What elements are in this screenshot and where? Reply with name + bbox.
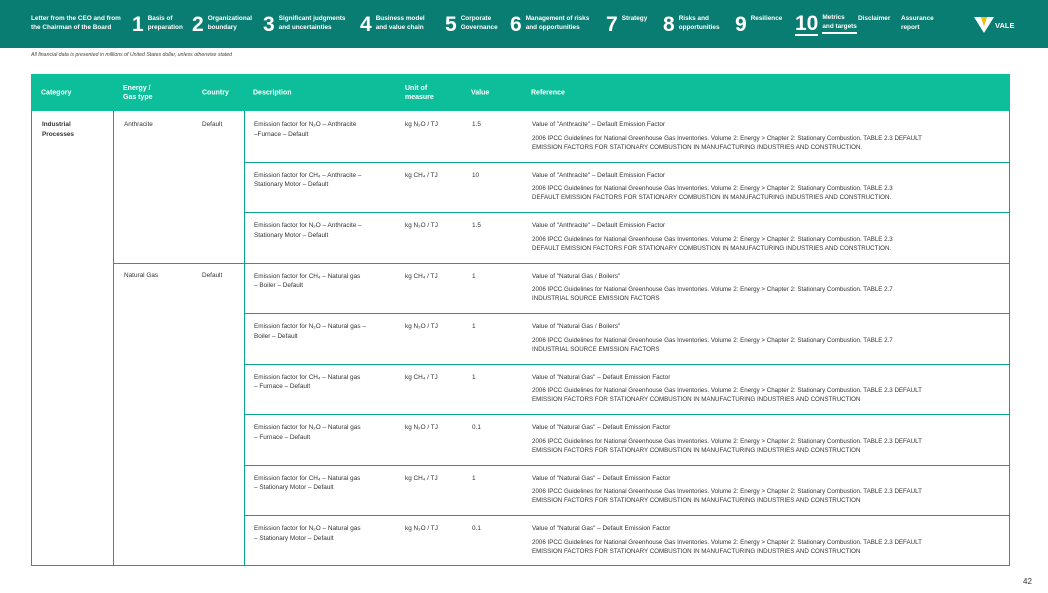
nav-number: 10 [795,11,819,35]
reference-title: Value of "Natural Gas" – Default Emission Factor [532,424,671,431]
row-divider [114,263,1010,264]
category-cell: Industrial Processes [42,121,74,138]
reference-body: 2006 IPCC Guidelines for National Greenhouse Gas Inventories. Volume 2: Energy > Chapter 2: Stationary Combustion. TABLE 2.7 INDUSTRIAL SOURCE EMISSION FACTORS [532,286,893,303]
description-cell: Emission factor for N₂O – Natural gas – Stationary Motor – Default [254,525,361,542]
currency-note: All financial data is presented in millions of United States dollar, unless otherwise stated [31,52,232,58]
nav-label-2: and value chain [375,24,424,31]
nav-risks-and-opportunities[interactable] [663,0,720,48]
row-divider [244,313,1010,314]
nav-basis-of-preparation[interactable] [132,0,183,48]
nav-label-1: Business model [375,15,425,23]
nav-disclaimer[interactable] [858,0,890,48]
nav-significant-judgments[interactable] [263,0,345,48]
nav-management-of-risks[interactable] [510,0,589,48]
unit-cell: kg CH₄ / TJ [405,474,438,482]
nav-resilience[interactable] [735,0,782,48]
value-cell: 1 [472,272,476,280]
description-cell: Emission factor for CH₄ – Natural gas – Boiler – Default [254,272,361,290]
nav-letter[interactable] [31,0,121,48]
reference-cell [532,322,893,354]
nav-corporate-governance[interactable] [445,0,498,48]
header-unit-of-measure: Unit of measure [405,84,434,101]
reference-body: 2006 IPCC Guidelines for National Greenhouse Gas Inventories. Volume 2: Energy > Chapter 2: Stationary Combustion. TABLE 2.3 DEFAULT EMISSION FACTORS FOR STATIONARY COMBUSTION IN MANUFACTURING INDUSTRIES AND CONSTRUCTION [532,538,922,555]
value-cell: 1 [472,373,476,381]
nav-label-2: and targets [822,23,857,30]
nav-number: 8 [663,12,675,36]
nav-label-1: Strategy [621,15,648,23]
reference-body: 2006 IPCC Guidelines for National Greenhouse Gas Inventories. Volume 2: Energy > Chapter 2: Stationary Combustion. TABLE 2.3 DEFAULT EMISSION FACTORS FOR STATIONARY COMBUSTION IN MANUFACTURING INDUSTRIES AND CONSTRUCTION [532,437,922,454]
nav-label-1: Basis of [147,15,173,23]
reference-cell [532,423,922,455]
table-header [31,74,1010,111]
reference-cell [532,373,922,405]
unit-cell: kg N₂O / TJ [405,424,438,431]
nav-label-2: report [901,24,920,31]
unit-cell: kg CH₄ / TJ [405,171,438,179]
reference-body: 2006 IPCC Guidelines for National Greenhouse Gas Inventories. Volume 2: Energy > Chapter 2: Stationary Combustion. TABLE 2.3 DEFAULT EMISSION FACTORS FOR STATIONARY COMBUSTION IN MANUFACTURING INDUSTRIES AND CONSTRUCTION. [532,134,922,151]
reference-cell [532,221,893,253]
reference-title: Value of "Anthracite" – Default Emission Factor [532,222,666,229]
header-reference: Reference [531,88,565,96]
reference-body: 2006 IPCC Guidelines for National Greenhouse Gas Inventories. Volume 2: Energy > Chapter 2: Stationary Combustion. TABLE 2.3 DEFAULT EMISSION FACTORS FOR STATIONARY COMBUSTION IN MANUFACTURING INDUSTRIES AND CONSTRUCTION [532,488,922,505]
nav-organizational-boundary[interactable] [192,0,252,48]
reference-title: Value of "Natural Gas" – Default Emission Factor [532,525,671,532]
description-cell: Emission factor for N₂O – Natural gas – Furnace – Default [254,424,361,441]
reference-cell [532,524,922,556]
nav-label-1: Organizational [207,15,253,23]
row-divider [244,212,1010,213]
nav-label-1: Corporate [460,15,492,23]
nav-label-1: Significant judgments [278,15,346,23]
nav-label-1: Management of risks [525,15,590,23]
nav-number: 7 [606,12,618,36]
nav-number: 6 [510,12,522,36]
emission-factors-table [31,74,1010,566]
value-cell: 0.1 [472,525,481,532]
nav-label-2: boundary [207,24,237,31]
nav-label-1: Assurance [901,15,934,23]
nav-assurance-report[interactable] [901,0,934,48]
description-cell: Emission factor for CH₄ – Natural gas – Stationary Motor – Default [254,474,361,492]
reference-body: 2006 IPCC Guidelines for National Greenhouse Gas Inventories. Volume 2: Energy > Chapter 2: Stationary Combustion. TABLE 2.3 DEFAULT EMISSION FACTORS FOR STATIONARY COMBUSTION IN MANUFACTURING INDUSTRIES AND CONSTRUCTION. [532,185,893,202]
unit-cell: kg N₂O / TJ [405,121,438,128]
reference-body: 2006 IPCC Guidelines for National Greenhouse Gas Inventories. Volume 2: Energy > Chapter 2: Stationary Combustion. TABLE 2.3 DEFAULT EMISSION FACTORS FOR STATIONARY COMBUSTION IN MANUFACTURING INDUSTRIES AND CONSTRUCTION. [532,235,893,252]
reference-cell [532,171,893,203]
reference-title: Value of "Anthracite" – Default Emission Factor [532,171,666,179]
header-category: Category [41,88,72,96]
nav-number: 3 [263,12,275,36]
reference-title: Value of "Natural Gas / Boilers" [532,272,621,280]
description-cell: Emission factor for N₂O – Natural gas – Boiler – Default [254,323,366,340]
row-divider [244,414,1010,415]
country-natural-gas: Default [202,272,223,279]
value-cell: 1.5 [472,121,481,128]
reference-title: Value of "Natural Gas" – Default Emission Factor [532,373,671,381]
description-cell: Emission factor for CH₄ – Natural gas – Furnace – Default [254,373,361,391]
nav-number: 4 [360,12,372,36]
value-cell: 1.5 [472,222,481,229]
column-divider [244,111,245,566]
row-divider [244,162,1010,163]
nav-number: 2 [192,12,204,36]
reference-cell [532,120,922,152]
nav-metrics-and-targets[interactable] [795,0,857,48]
value-cell: 1 [472,323,476,330]
description-cell: Emission factor for N₂O – Anthracite –Furnace – Default [254,121,357,138]
nav-label-2: and uncertainties [278,24,332,31]
nav-number: 5 [445,12,457,36]
reference-cell [532,272,893,304]
column-divider [113,111,114,566]
nav-label-1: Disclaimer [858,15,891,23]
reference-body: 2006 IPCC Guidelines for National Greenhouse Gas Inventories. Volume 2: Energy > Chapter 2: Stationary Combustion. TABLE 2.3 DEFAULT EMISSION FACTORS FOR STATIONARY COMBUSTION IN MANUFACTURING INDUSTRIES AND CONSTRUCTION [532,387,922,404]
row-divider [244,515,1010,516]
top-navigation [0,0,1048,48]
nav-label-2: Governance [460,24,498,31]
page-number: 42 [1023,577,1032,586]
nav-label-1: Metrics [822,14,845,22]
nav-number: 1 [132,12,144,36]
nav-label-1: Risks and [678,15,709,23]
header-country: Country [202,88,229,96]
nav-strategy[interactable] [606,0,647,48]
nav-label-2: preparation [147,24,183,31]
nav-label-1: Resilience [750,15,783,23]
value-cell: 0.1 [472,424,481,431]
nav-number: 9 [735,12,747,36]
header-description: Description [253,88,292,96]
country-anthracite: Default [202,121,223,128]
value-cell: 1 [472,474,476,482]
nav-letter-label-1: Letter from the CEO and from [31,15,121,23]
unit-cell: kg N₂O / TJ [405,222,438,229]
header-value: Value [471,88,490,96]
nav-business-model[interactable] [360,0,425,48]
description-cell: Emission factor for N₂O – Anthracite – Stationary Motor – Default [254,222,362,239]
row-divider [244,364,1010,365]
vale-logo[interactable] [974,15,1014,35]
reference-title: Value of "Natural Gas / Boilers" [532,323,621,330]
unit-cell: kg CH₄ / TJ [405,272,438,280]
reference-title: Value of "Anthracite" – Default Emission Factor [532,121,666,128]
nav-label-2: and opportunities [525,24,580,31]
description-cell: Emission factor for CH₄ – Anthracite – Stationary Motor – Default [254,171,362,189]
row-divider [244,465,1010,466]
energy-natural-gas: Natural Gas [124,272,159,279]
unit-cell: kg CH₄ / TJ [405,373,438,381]
reference-cell [532,474,922,506]
header-energy-gas-type: Energy / Gas type [123,84,153,101]
unit-cell: kg N₂O / TJ [405,323,438,330]
reference-body: 2006 IPCC Guidelines for National Greenhouse Gas Inventories. Volume 2: Energy > Chapter 2: Stationary Combustion. TABLE 2.7 INDUSTRIAL SOURCE EMISSION FACTORS [532,336,893,353]
value-cell: 10 [472,171,480,179]
vale-logo-icon [974,17,994,33]
vale-logo-text: VALE [995,20,1015,30]
reference-title: Value of "Natural Gas" – Default Emission Factor [532,474,671,482]
unit-cell: kg N₂O / TJ [405,525,438,532]
energy-anthracite: Anthracite [124,121,153,128]
nav-letter-label-2: the Chairman of the Board [31,24,112,31]
nav-label-2: opportunities [678,24,720,31]
